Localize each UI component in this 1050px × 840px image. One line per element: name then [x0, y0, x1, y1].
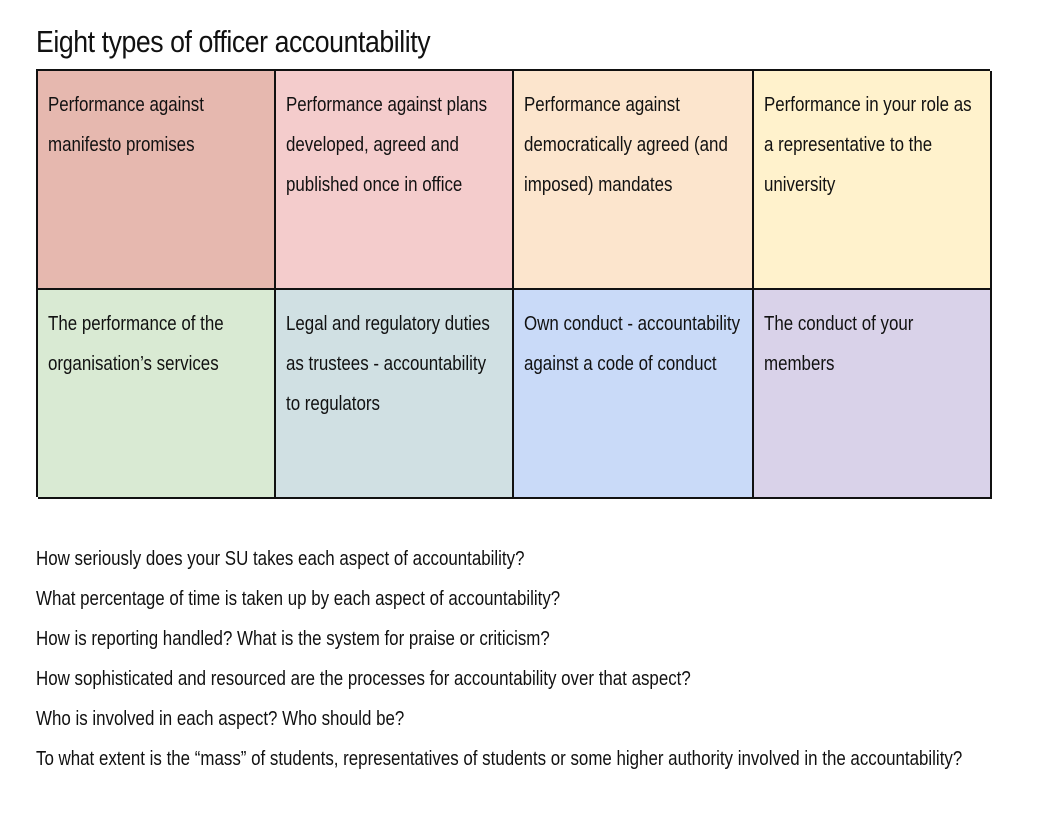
table-cell	[514, 290, 754, 499]
table-cell	[514, 71, 754, 290]
table-cell	[754, 71, 992, 290]
table-cell	[38, 290, 276, 499]
cell-text: Legal and regulatory duties as trustees - accountability to regulators	[286, 313, 490, 415]
table-cell	[38, 71, 276, 290]
table-cell	[754, 290, 992, 499]
question-line: What percentage of time is taken up by each aspect of accountability?	[36, 588, 561, 610]
page-title: Eight types of officer accountability	[36, 24, 431, 59]
cell-text: Performance in your role as a representative to the university	[764, 94, 972, 196]
question-line: How seriously does your SU takes each aspect of accountability?	[36, 548, 525, 570]
cell-text: Performance against plans developed, agreed and published once in office	[286, 94, 488, 196]
table-cell	[276, 71, 514, 290]
cell-text: The performance of the organisation’s services	[48, 313, 224, 375]
question-line: Who is involved in each aspect? Who should be?	[36, 708, 405, 730]
cell-text: Performance against manifesto promises	[48, 94, 204, 156]
question-line: To what extent is the “mass” of students, representatives of students or some higher authority involved in the accountability?	[36, 748, 963, 770]
table-cell	[276, 290, 514, 499]
cell-text: Own conduct - accountability against a code of conduct	[524, 313, 741, 375]
cell-text: Performance against democratically agreed (and imposed) mandates	[524, 94, 728, 196]
accountability-table	[36, 69, 990, 497]
question-line: How sophisticated and resourced are the processes for accountability over that aspect?	[36, 668, 691, 690]
question-list	[36, 539, 999, 779]
question-line: How is reporting handled? What is the system for praise or criticism?	[36, 628, 550, 650]
cell-text: The conduct of your members	[764, 313, 914, 375]
